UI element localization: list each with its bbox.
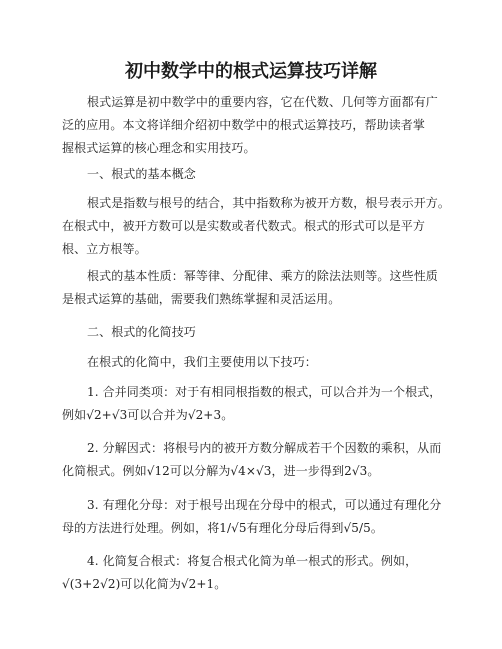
paragraph-techniques-intro <box>62 351 462 374</box>
text-line: √(3+2√2)可以化简为√2+1。 <box>62 577 227 591</box>
text-line: 握根式运算的核心理念和实用技巧。 <box>62 141 256 155</box>
text-line: 4. 化简复合根式：将复合根式化简为单一根式的形式。例如， <box>87 554 418 568</box>
list-item-2 <box>62 437 462 483</box>
text-line: 根式的基本性质：幂等律、分配律、乘方的除法法则等。这些性质 <box>87 269 438 283</box>
section-heading-basic-concept <box>62 163 462 186</box>
text-line: 泛的应用。本文将详细介绍初中数学中的根式运算技巧，帮助读者掌 <box>62 118 426 132</box>
text-line: 例如√2+√3可以合并为√2+3。 <box>62 408 234 422</box>
text-line: 根式是指数与根号的结合，其中指数称为被开方数，根号表示开方。 <box>87 196 451 210</box>
document-title: 初中数学中的根式运算技巧详解 <box>125 61 377 82</box>
text-line: 化简根式。例如√12可以分解为√4×√3，进一步得到2√3。 <box>62 464 380 478</box>
paragraph-intro <box>62 91 462 160</box>
paragraph-definition <box>62 192 462 261</box>
list-item-3 <box>62 494 462 540</box>
text-line: 在根式中，被开方数可以是实数或者代数式。根式的形式可以是平方 <box>62 219 426 233</box>
text-line: 1. 合并同类项：对于有相同根指数的根式，可以合并为一个根式， <box>87 385 442 399</box>
text-line: 2. 分解因式：将根号内的被开方数分解成若干个因数的乘积，从而 <box>87 441 442 455</box>
section-heading: 一、根式的基本概念 <box>87 167 196 181</box>
text-line: 根、立方根等。 <box>62 242 147 256</box>
section-heading: 二、根式的化简技巧 <box>87 325 196 339</box>
text-line: 3. 有理化分母：对于根号出现在分母中的根式，可以通过有理化分 <box>87 498 442 512</box>
text-line: 在根式的化简中，我们主要使用以下技巧： <box>87 355 317 369</box>
text-line: 母的方法进行处理。例如，将1/√5有理化分母后得到√5/5。 <box>62 521 383 535</box>
paragraph-properties <box>62 265 462 311</box>
text-line: 根式运算是初中数学中的重要内容，它在代数、几何等方面都有广 <box>87 95 438 109</box>
section-heading-simplification <box>62 321 462 344</box>
list-item-4 <box>62 550 462 596</box>
text-line: 是根式运算的基础，需要我们熟练掌握和灵活运用。 <box>62 292 341 306</box>
list-item-1 <box>62 381 462 427</box>
